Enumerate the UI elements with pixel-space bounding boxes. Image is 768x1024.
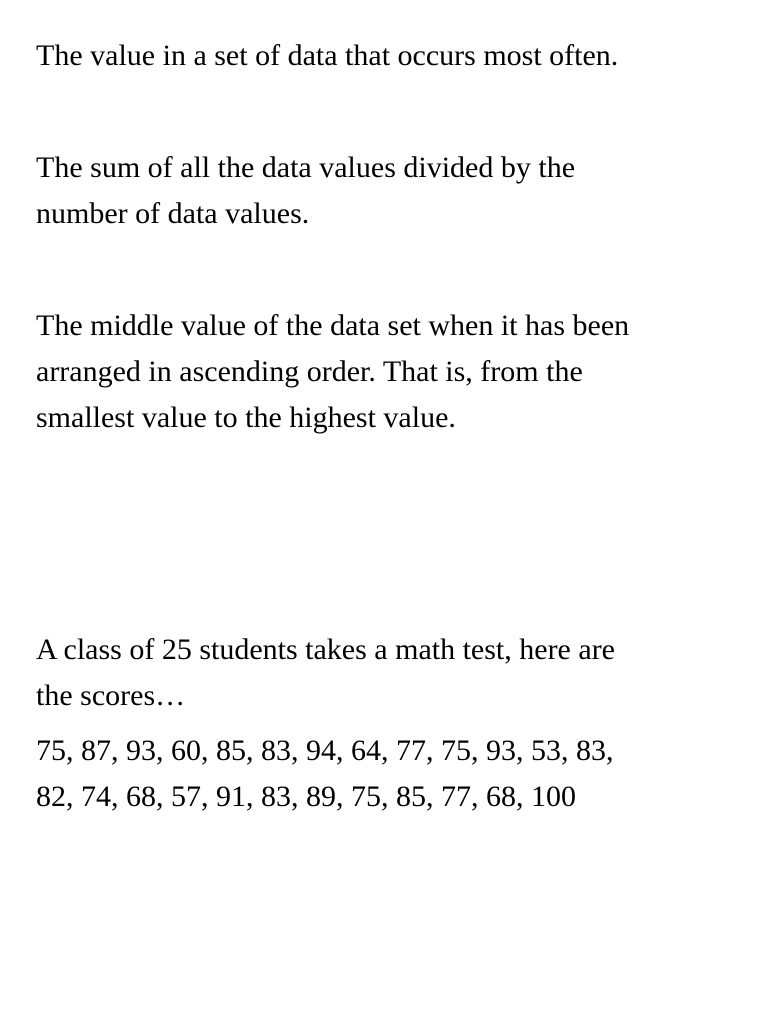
- mean-definition: The sum of all the data values divided by the number of data values.: [36, 151, 576, 230]
- problem-statement: A class of 25 students takes a math test, here are the scores…: [36, 633, 615, 712]
- mode-definition: The value in a set of data that occurs most often.: [36, 39, 619, 72]
- median-definition: The middle value of the data set when it has been arranged in ascending order. That is, from the smallest value to the highest value.: [36, 309, 630, 434]
- test-scores-list: 75, 87, 93, 60, 85, 83, 94, 64, 77, 75, 93, 53, 83, 82, 74, 68, 57, 91, 83, 89, 75, 85, 77, 68, 100: [36, 734, 614, 813]
